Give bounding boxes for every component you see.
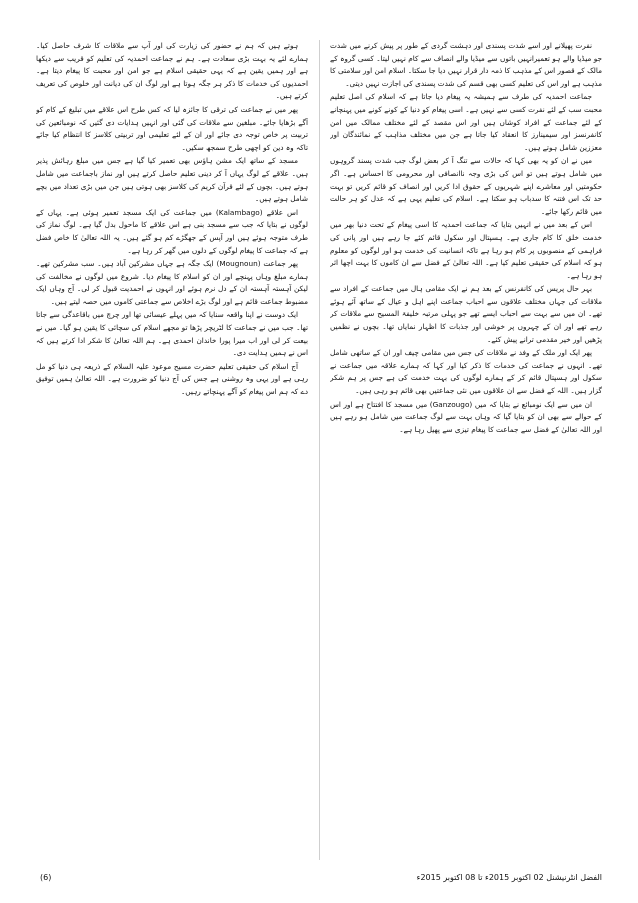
paragraph: پھر جماعت (Mougnoun) ایک جگہ ہے جہاں مشرکین آباد ہیں۔ سب مشرکین تھے۔ ہمارے مبلغ وہاں پہنچے اور ان کو اسلام کا پیغام دیا۔ شروع میں لوگوں نے مخالفت کی لیکن آہستہ آہستہ ان کے دل نرم ہوئے اور انہوں نے احمدیت قبول کر لی۔ آج وہاں ایک مضبوط جماعت قائم ہے اور لوگ بڑے اخلاص سے جماعتی کاموں میں حصہ لیتے ہیں۔ bbox=[36, 259, 308, 306]
paragraph: پھر ایک اور ملک کے وفد نے ملاقات کی جس میں مقامی چیف اور ان کے ساتھی شامل تھے۔ انہوں نے جماعت کی خدمات کا ذکر کیا اور کہا کہ ہمارے علاقہ میں جماعت نے سکول اور ہسپتال قائم کر کے ہمارے لوگوں کی بہت خدمت کی ہے جس پر ہم شکر گزار ہیں۔ اللہ کے فضل سے ان علاقوں میں نئی جماعتیں بھی قائم ہو رہی ہیں۔ bbox=[330, 348, 602, 396]
paragraph: آج اسلام کی حقیقی تعلیم حضرت مسیح موعود علیہ السلام کے ذریعہ ہی دنیا کو مل رہی ہے اور یہی وہ روشنی ہے جس کی آج دنیا کو ضرورت ہے۔ اللہ تعالیٰ ہمیں توفیق دے کہ ہم اس پیغام کو آگے پہنچاتے رہیں۔ bbox=[36, 361, 308, 397]
publication-credit: الفضل انٹرنیشنل 02 اکتوبر 2015ء تا 08 اکتوبر 2015ء bbox=[416, 873, 602, 882]
paragraph: ان میں سے ایک نومبائع نے بتایا کہ میں (Ganzougo) میں مسجد کا افتتاح ہے اور اس کے حوالے سے بھی ان کو بتایا گیا کہ وہاں بہت سے لوگ جماعت میں شامل ہو رہے ہیں اور اللہ تعالیٰ کے فضل سے جماعت کا پیغام تیزی سے پھیل رہا ہے۔ bbox=[330, 399, 602, 434]
paragraph: پھر میں نے جماعت کی ترقی کا جائزہ لیا کہ کس طرح اس علاقے میں تبلیغ کے کام کو آگے بڑھایا جائے۔ مبلغین سے ملاقات کی گئی اور انہیں ہدایات دی گئیں کہ نومبائعین کی تربیت پر خاص توجہ دی جائے اور ان کے لئے تعلیمی اور تربیتی کلاسز کا انتظام کیا جائے تاکہ وہ دین کو اچھی طرح سمجھ سکیں۔ bbox=[36, 104, 308, 152]
paragraph: نفرت پھیلانے اور اسے شدت پسندی اور دہشت گردی کے طور پر پیش کرنے میں شدت جو میڈیا والے ہو تعمیرانہیں باتوں سے میڈیا والے انصاف سے کام نہیں لیتا۔ کسی گروہ کے مالک کے قصور اس کے مذہب کا ذمہ دار قرار نہیں دیا جا سکتا۔ اسلام امن اور سلامتی کا مذہب ہے اور اس کی تعلیم کسی بھی قسم کی شدت پسندی کی اجازت نہیں دیتی۔ bbox=[330, 41, 602, 88]
paragraph: مسجد کے ساتھ ایک مشن ہاؤس بھی تعمیر کیا گیا ہے جس میں مبلغ رہائش پذیر ہیں۔ علاقے کے لوگ یہاں آ کر دینی تعلیم حاصل کرتے ہیں اور نماز باجماعت میں شامل ہوتے ہیں۔ بچوں کے لئے قرآن کریم کی کلاسز بھی ہوتی ہیں جن میں بڑی تعداد میں بچے شامل ہوتے ہیں۔ bbox=[36, 156, 308, 204]
paragraph: بہر حال پریس کی کانفرنس کے بعد ہم نے ایک مقامی ہال میں جماعت کے افراد سے ملاقات کی جہاں مختلف علاقوں سے احباب جماعت اپنے اہل و عیال کے ساتھ آئے ہوئے تھے۔ ان میں سے بہت سے احباب ایسے تھے جو پہلی مرتبہ خلیفۃ المسیح سے ملاقات کر رہے تھے اور ان کے چہروں پر خوشی اور جذبات کا اظہار نمایاں تھا۔ بچوں نے نظمیں پڑھیں اور خیر مقدمی ترانے پیش کئے۔ bbox=[330, 284, 602, 344]
newspaper-page bbox=[36, 40, 602, 860]
paragraph: اس علاقے (Kalambago) میں جماعت کی ایک مسجد تعمیر ہوئی ہے۔ یہاں کے لوگوں نے بتایا کہ جب سے مسجد بنی ہے اس علاقے کا ماحول بدل گیا ہے۔ لوگ نماز کی طرف متوجہ ہوئے ہیں اور آپس کے جھگڑے کم ہو گئے ہیں۔ یہ اللہ تعالیٰ کا خاص فضل ہے کہ جماعت کا پیغام لوگوں کے دلوں میں گھر کر رہا ہے۔ bbox=[36, 207, 308, 255]
page-number: (6) bbox=[40, 873, 52, 882]
paragraph: ہوتے ہیں کہ ہم نے حضور کی زیارت کی اور آپ سے ملاقات کا شرف حاصل کیا۔ ہمارے لئے یہ بہت بڑی سعادت ہے۔ ہم نے جماعت احمدیہ کی تعلیم کو قریب سے دیکھا ہے اور ہمیں یقین ہے کہ یہی حقیقی اسلام ہے جو امن اور محبت کا پیغام دیتا ہے۔ احمدیوں کی خدمات کا ذکر ہر جگہ ہوتا ہے اور لوگ ان کی دیانت اور خلوص کی تعریف کرتے ہیں۔ bbox=[36, 41, 308, 101]
right-column bbox=[330, 40, 602, 860]
paragraph: اس کے بعد میں نے انہیں بتایا کہ جماعت احمدیہ کا اسی پیغام کے تحت دنیا بھر میں خدمت خلق کا کام جاری ہے۔ ہسپتال اور سکول قائم کئے جا رہے ہیں اور پانی کی فراہمی کے منصوبوں پر کام ہو رہا ہے تاکہ انسانیت کی خدمت ہو اور لوگوں کو معلوم ہو کہ اسلام کی حقیقی تعلیم کیا ہے۔ اللہ تعالیٰ کے فضل سے ان کاموں کا بہت اچھا اثر ہو رہا ہے۔ bbox=[330, 220, 602, 280]
page-footer bbox=[36, 870, 602, 886]
left-column bbox=[36, 40, 308, 860]
column-divider bbox=[319, 40, 320, 860]
paragraph: جماعت احمدیہ کی طرف سے ہمیشہ یہ پیغام دیا جاتا ہے کہ اسلام کی اصل تعلیم محبت سب کے لئے نفرت کسی سے نہیں ہے۔ اسی پیغام کو دنیا کے کونے کونے میں پہنچانے کے لئے جماعت کے افراد کوشاں ہیں اور اس مقصد کے لئے مختلف ممالک میں امن کانفرنسز اور سیمینارز کا انعقاد کیا جاتا ہے جن میں مختلف مذاہب کے نمائندگان اور معززین شامل ہوتے ہیں۔ bbox=[330, 92, 602, 152]
paragraph: ایک دوست نے اپنا واقعہ سنایا کہ میں پہلے عیسائی تھا اور چرچ میں باقاعدگی سے جاتا تھا۔ جب میں نے جماعت کا لٹریچر پڑھا تو مجھے اسلام کی سچائی کا یقین ہو گیا۔ میں نے بیعت کر لی اور اب میرا پورا خاندان احمدی ہے۔ ہم اللہ تعالیٰ کا شکر ادا کرتے ہیں کہ اس نے ہمیں ہدایت دی۔ bbox=[36, 310, 308, 358]
paragraph: میں نے ان کو یہ بھی کہا کہ حالات سے تنگ آ کر بعض لوگ جب شدت پسند گروہوں میں شامل ہوتے ہیں تو اس کی بڑی وجہ ناانصافی اور محرومی کا احساس ہے۔ اگر حکومتیں اور معاشرے اپنے شہریوں کے حقوق ادا کریں اور انصاف کو قائم کریں تو بہت حد تک اس فتنہ کا سدباب ہو سکتا ہے۔ اسلام کی تعلیم یہی ہے کہ عدل کو ہر حالت میں قائم رکھا جائے۔ bbox=[330, 156, 602, 216]
